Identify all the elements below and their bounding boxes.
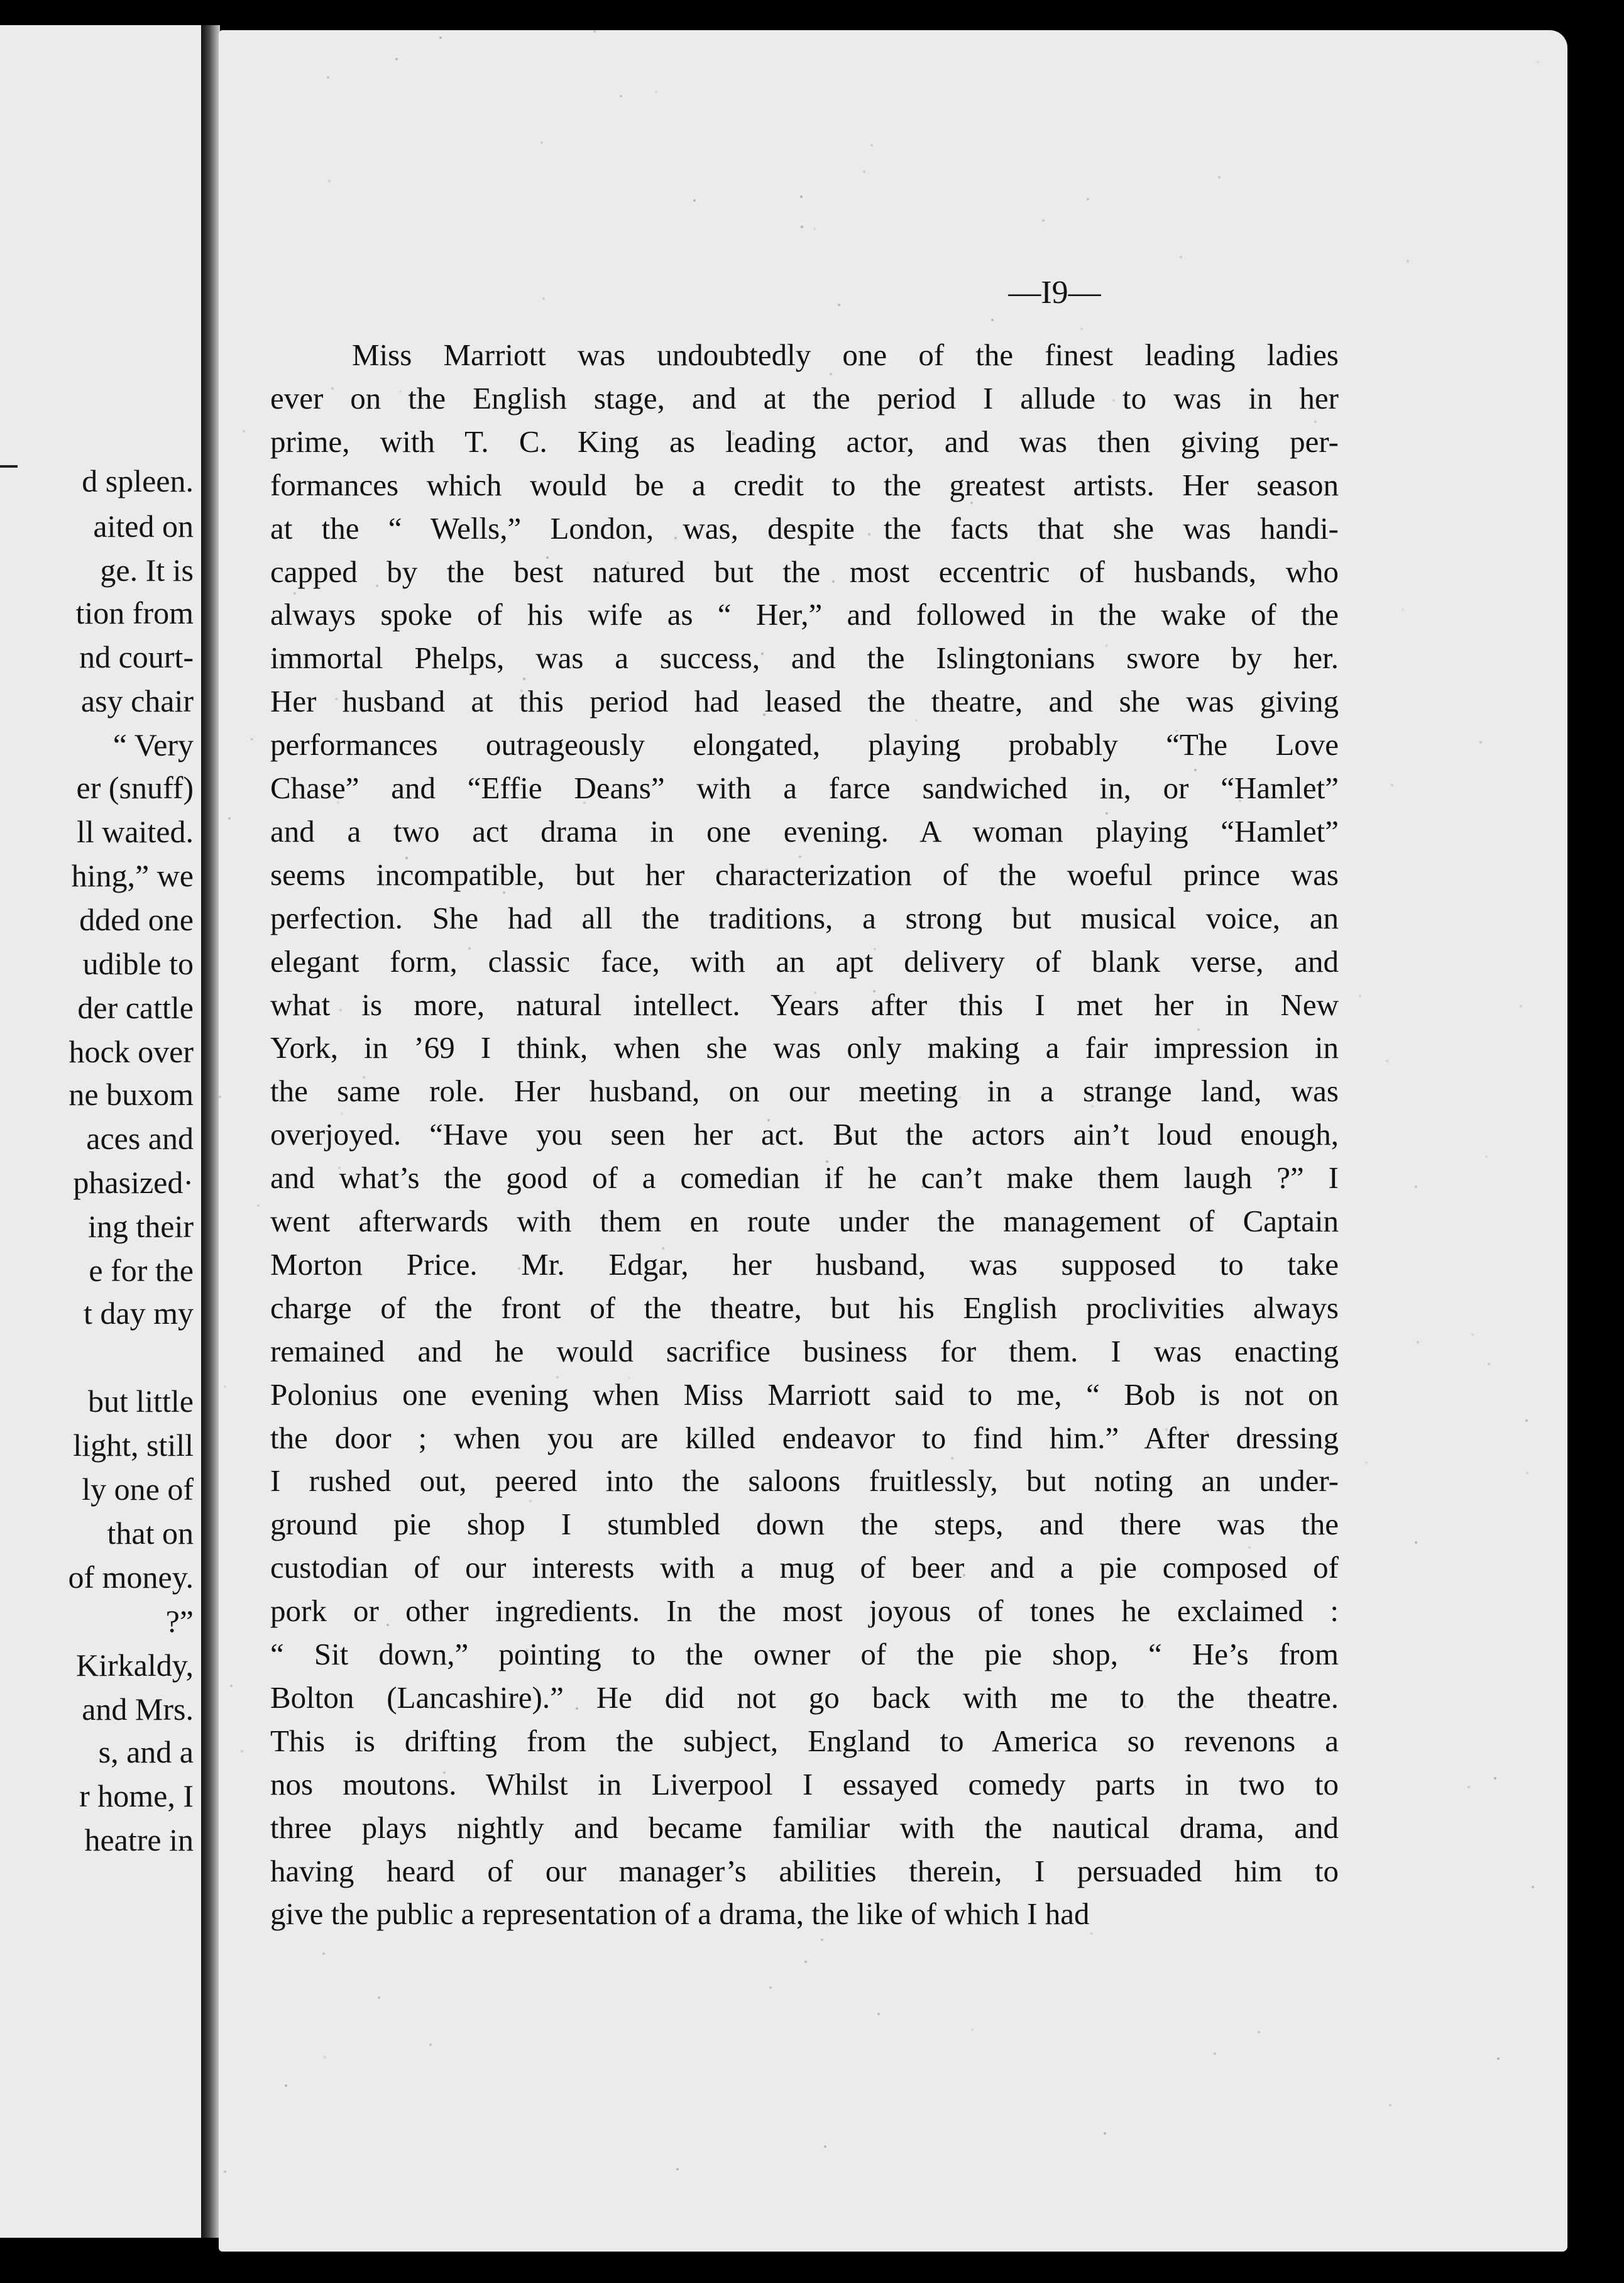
paper-speck (1051, 841, 1053, 844)
paper-speck (877, 2013, 880, 2015)
text-line: and a two act drama in one evening. A woman playing “Hamlet” (270, 814, 1339, 849)
paper-speck (1112, 399, 1115, 402)
left-page-line: ge. It is (100, 553, 194, 588)
paper-speck (526, 1649, 529, 1651)
left-page-line: that on (107, 1516, 194, 1551)
left-page-line: r home, I (79, 1778, 194, 1813)
paper-speck (518, 1267, 520, 1270)
text-line: nos moutons. Whilst in Liverpool I essayed comedy parts in two to (270, 1767, 1339, 1802)
paper-speck (1106, 812, 1108, 815)
paper-speck (387, 1624, 389, 1626)
paper-speck (655, 91, 657, 93)
paper-speck (328, 180, 331, 182)
paper-speck (1029, 1212, 1032, 1214)
paper-speck (1205, 1431, 1208, 1433)
paper-speck (540, 999, 543, 1002)
paper-speck (763, 1520, 765, 1522)
text-line: Miss Marriott was undoubtedly one of the finest leading ladies (352, 338, 1339, 372)
paper-speck (824, 2145, 826, 2148)
text-line: performances outrageously elongated, playing probably “The Love (270, 727, 1339, 762)
text-line: seems incompatible, but her characterization of the woeful prince was (270, 857, 1339, 892)
paper-speck (1386, 1060, 1388, 1062)
paper-speck (1248, 1546, 1251, 1549)
text-line: perfection. She had all the traditions, a strong but musical voice, an (270, 901, 1339, 935)
paper-speck (742, 1870, 744, 1873)
paper-speck (941, 753, 943, 756)
paper-speck (1239, 800, 1241, 802)
paper-speck (821, 1939, 823, 1941)
paper-speck (1144, 1705, 1146, 1708)
paper-speck (1497, 2057, 1500, 2060)
paper-speck (376, 585, 378, 587)
right-page (219, 30, 1567, 2252)
paper-speck (422, 1577, 425, 1580)
left-page-line: ing their (87, 1209, 194, 1244)
text-line: prime, with T. C. King as leading actor, and was then giving per- (270, 424, 1339, 459)
paper-speck (1218, 176, 1221, 179)
paper-speck (627, 561, 629, 564)
paper-speck (363, 1076, 365, 1079)
paper-speck (535, 1610, 538, 1613)
paper-speck (863, 170, 865, 173)
paper-speck (1526, 1472, 1528, 1474)
paper-speck (1080, 327, 1083, 330)
paper-speck (1537, 61, 1539, 63)
paper-speck (804, 1961, 807, 1963)
paper-speck (958, 1096, 961, 1099)
text-line: elegant form, classic face, with an apt delivery of blank verse, and (270, 944, 1339, 979)
left-page-line: phasized· (73, 1165, 194, 1200)
paper-speck (294, 592, 296, 595)
paper-speck (257, 1204, 260, 1207)
left-page-line: udible to (82, 946, 194, 981)
paper-speck (761, 652, 764, 655)
paper-speck (1192, 613, 1194, 616)
paper-speck (1024, 871, 1026, 873)
paper-speck (998, 785, 1001, 788)
paper-speck (1090, 1932, 1093, 1935)
left-page-line: ll waited. (76, 814, 194, 849)
page-number: —I9— (1008, 275, 1101, 311)
paper-speck (832, 580, 835, 583)
paper-speck (1118, 1577, 1121, 1580)
text-line: and what’s the good of a comedian if he can’t make them laugh ?” I (270, 1160, 1339, 1195)
left-page-line: ?” (165, 1604, 194, 1639)
left-page-line: dded one (79, 902, 194, 937)
paper-speck (529, 1500, 532, 1502)
paper-speck (1258, 2031, 1260, 2033)
paper-speck (243, 430, 245, 432)
text-line: overjoyed. “Have you seen her act. But the actors ain’t loud enough, (270, 1117, 1339, 1152)
paper-speck (873, 990, 875, 993)
paper-speck (921, 1186, 924, 1188)
text-line: custodian of our interests with a mug of beer and a pie composed of (270, 1550, 1339, 1585)
paper-speck (830, 373, 832, 375)
paper-speck (335, 698, 337, 700)
paper-speck (395, 58, 398, 60)
text-line: what is more, natural intellect. Years after this I met her in New (270, 987, 1339, 1022)
left-page-line: e for the (89, 1253, 194, 1288)
left-page-line: hock over (69, 1034, 194, 1069)
paper-speck (693, 199, 696, 202)
paper-speck (826, 1924, 829, 1927)
left-page-line: and Mrs. (82, 1692, 194, 1727)
paper-speck (813, 228, 816, 230)
text-line: remained and he would sacrifice business for them. I was enacting (270, 1334, 1339, 1368)
paper-speck (1194, 769, 1197, 771)
paper-speck (593, 30, 596, 33)
paper-speck (799, 855, 801, 858)
paper-speck (1014, 909, 1017, 911)
paper-speck (1315, 399, 1317, 402)
paper-speck (1104, 2132, 1106, 2135)
paper-speck (765, 869, 768, 871)
paper-speck (405, 857, 408, 859)
paper-speck (327, 76, 329, 79)
text-line: three plays nightly and became familiar with the nautical drama, and (270, 1810, 1339, 1845)
paper-speck (429, 2044, 432, 2046)
paper-speck (341, 1113, 343, 1115)
paper-speck (1525, 1419, 1528, 1422)
left-page-line: Kirkaldy, (76, 1648, 194, 1683)
paper-speck (1314, 421, 1317, 423)
paper-speck (1532, 1886, 1534, 1888)
paper-speck (826, 1160, 828, 1163)
paper-speck (620, 95, 622, 97)
text-line: Bolton (Lancashire).” He did not go back with me to the theatre. (270, 1680, 1339, 1715)
left-page-line: ne buxom (69, 1077, 194, 1112)
paper-speck (542, 297, 545, 300)
paper-speck (378, 1002, 381, 1004)
left-page-line: hing,” we (71, 858, 194, 893)
text-line: formances which would be a credit to the greatest artists. Her season (270, 468, 1339, 502)
paper-speck (241, 1750, 243, 1752)
paper-speck (503, 891, 505, 894)
paper-speck (1471, 1333, 1474, 1336)
paper-speck (868, 533, 870, 536)
paper-speck (1209, 1742, 1212, 1744)
paper-speck (1165, 1428, 1168, 1431)
paper-speck (224, 1385, 226, 1388)
paper-speck (662, 1247, 664, 1250)
paper-speck (915, 719, 918, 722)
paper-speck (963, 1574, 965, 1576)
paper-speck (1315, 1874, 1318, 1877)
paper-speck (228, 817, 231, 820)
left-page-line: but little (87, 1384, 194, 1419)
paper-speck (1197, 1028, 1200, 1031)
paper-speck (1261, 1578, 1264, 1581)
paper-speck (1389, 2104, 1391, 2106)
paper-speck (468, 947, 471, 950)
paper-speck (1488, 1363, 1490, 1365)
paper-speck (874, 948, 876, 950)
paper-speck (1468, 1786, 1470, 1788)
paper-speck (838, 304, 840, 306)
text-line: the same role. Her husband, on our meeting in a strange land, was (270, 1074, 1339, 1108)
left-page-line: ly one of (82, 1472, 194, 1507)
paper-speck (1415, 1541, 1417, 1544)
left-page-line: aited on (93, 509, 194, 544)
text-line: immortal Phelps, was a success, and the Islingtonians swore by her. (270, 641, 1339, 675)
paper-speck (875, 999, 877, 1002)
text-line: Her husband at this period had leased the theatre, and she was giving (270, 684, 1339, 718)
paper-speck (549, 910, 552, 912)
book-gutter (201, 25, 220, 2238)
paper-speck (546, 556, 549, 559)
paper-speck (1042, 219, 1045, 222)
paper-speck (583, 801, 586, 804)
left-page-line: d spleen. (82, 463, 194, 498)
paper-speck (523, 678, 525, 680)
text-line: give the public a representation of a drama, the like of which I had (270, 1896, 1090, 1931)
paper-speck (531, 1656, 534, 1658)
left-page-line: s, and a (98, 1734, 194, 1769)
text-line: capped by the best natured but the most eccentric of husbands, who (270, 554, 1339, 589)
paper-speck (1365, 1461, 1368, 1464)
text-line: pork or other ingredients. In the most joyous of tones he exclaimed : (270, 1593, 1339, 1628)
paper-speck (224, 2170, 226, 2173)
text-line: always spoke of his wife as “ Her,” and followed in the wake of the (270, 597, 1339, 632)
paper-speck (769, 1986, 772, 1989)
paper-speck (285, 2084, 287, 2087)
paper-speck (814, 991, 816, 994)
text-line: Polonius one evening when Miss Marriott said to me, “ Bob is not on (270, 1377, 1339, 1412)
paper-speck (378, 1996, 380, 1999)
text-line: York, in ’69 I think, when she was only making a fair impression in (270, 1030, 1339, 1065)
paper-speck (970, 502, 973, 504)
paper-speck (287, 837, 290, 840)
left-page-fragment (0, 25, 201, 2238)
paper-speck (801, 226, 803, 228)
paper-speck (337, 801, 339, 804)
text-line: Morton Price. Mr. Edgar, her husband, was supposed to take (270, 1247, 1339, 1282)
left-page-line: light, still (73, 1428, 194, 1463)
paper-speck (332, 491, 335, 493)
paper-speck (409, 352, 411, 355)
left-page-line: aces and (86, 1121, 194, 1156)
text-line: at the “ Wells,” London, was, despite the facts that she was handi- (270, 511, 1339, 546)
paper-speck (1175, 730, 1178, 732)
paper-speck (230, 1685, 233, 1687)
paper-speck (513, 883, 516, 886)
text-line: Chase” and “Effie Deans” with a farce sandwiched in, or “Hamlet” (270, 771, 1339, 805)
paper-speck (800, 195, 803, 198)
paper-speck (331, 387, 334, 390)
paper-speck (870, 144, 873, 146)
left-page-line: heatre in (84, 1822, 194, 1857)
paper-speck (556, 1376, 559, 1378)
paper-speck (971, 2028, 974, 2031)
paper-speck (1485, 1155, 1488, 1158)
text-line: the door ; when you are killed endeavor to find him.” After dressing (270, 1421, 1339, 1455)
divider (0, 465, 18, 468)
paper-speck (674, 537, 677, 539)
paper-speck (1214, 2052, 1216, 2055)
paper-speck (382, 884, 385, 886)
left-page-line: tion from (75, 595, 194, 630)
paper-speck (628, 1377, 630, 1379)
left-page-line: nd court- (79, 639, 194, 674)
paper-speck (732, 432, 735, 435)
paper-speck (991, 319, 994, 321)
paper-speck (439, 36, 442, 39)
paper-speck (763, 713, 765, 716)
paper-speck (1415, 1186, 1417, 1188)
left-page-line: asy chair (80, 683, 194, 718)
text-line: went afterwards with them en route under the management of Captain (270, 1204, 1339, 1238)
paper-speck (1494, 1777, 1496, 1780)
paper-speck (368, 748, 370, 751)
paper-speck (576, 1707, 578, 1710)
paper-speck (540, 141, 543, 144)
paper-speck (1391, 784, 1393, 786)
paper-speck (1479, 741, 1482, 744)
text-line: charge of the front of the theatre, but his English proclivities always (270, 1290, 1339, 1325)
paper-speck (322, 1952, 325, 1955)
paper-speck (1091, 1105, 1094, 1108)
paper-speck (767, 1119, 770, 1121)
paper-speck (1174, 1317, 1177, 1319)
paper-speck (1359, 995, 1361, 998)
left-page-line: er (snuff) (76, 770, 194, 805)
paper-speck (1087, 198, 1089, 201)
paper-speck (520, 690, 523, 692)
paper-speck (443, 1771, 446, 1774)
left-page-line: t day my (84, 1296, 194, 1331)
left-page-line: “ Very (112, 727, 194, 762)
paper-speck (219, 1096, 221, 1098)
paper-speck (1520, 1005, 1522, 1008)
text-line: I rushed out, peered into the saloons fruitlessly, but noting an under- (270, 1463, 1339, 1498)
paper-speck (951, 1457, 953, 1460)
paper-speck (1402, 608, 1404, 611)
paper-speck (399, 390, 402, 393)
left-page-line: der cattle (77, 990, 194, 1025)
text-line: having heard of our manager’s abilities therein, I persuaded him to (270, 1854, 1339, 1888)
paper-speck (676, 2168, 679, 2170)
text-line: “ Sit down,” pointing to the owner of the pie shop, “ He’s from (270, 1637, 1339, 1671)
paper-speck (324, 2056, 326, 2059)
paper-speck (338, 1167, 341, 1169)
paper-speck (1180, 256, 1182, 258)
paper-speck (866, 1257, 869, 1260)
text-line: ground pie shop I stumbled down the steps, and there was the (270, 1507, 1339, 1541)
paper-speck (1407, 260, 1409, 262)
paper-speck (1200, 1184, 1202, 1186)
text-line: ever on the English stage, and at the period I allude to was in her (270, 381, 1339, 415)
paper-speck (339, 1009, 342, 1011)
text-line: This is drifting from the subject, England to America so revenons a (270, 1724, 1339, 1758)
paper-speck (1106, 644, 1108, 647)
left-page-line: of money. (68, 1560, 194, 1595)
paper-speck (251, 738, 253, 740)
paper-speck (1417, 1341, 1419, 1343)
